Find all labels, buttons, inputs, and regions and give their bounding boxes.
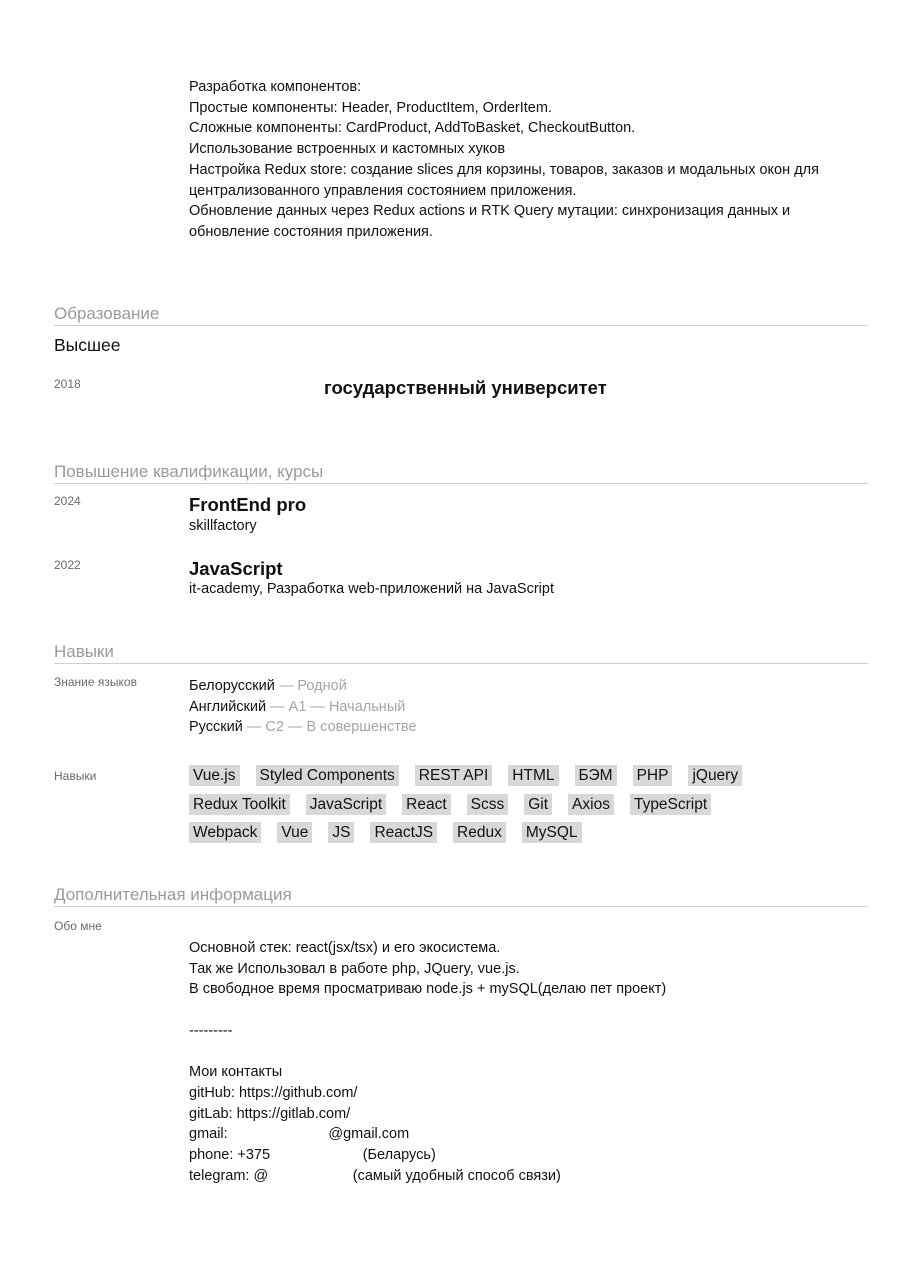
additional-section-title: Дополнительная информация <box>54 885 868 907</box>
experience-line: Использование встроенных и кастомных хуков <box>189 141 506 158</box>
skill-tag: Axios <box>568 794 614 815</box>
course-title: FrontEnd pro <box>189 494 307 515</box>
skill-tag: Redux Toolkit <box>189 794 290 815</box>
skill-tag: Redux <box>453 822 506 843</box>
languages-label: Знание языков <box>54 675 137 689</box>
course-provider: it-academy, Разработка web-приложений на JavaScript <box>189 581 554 597</box>
courses-section-title: Повышение квалификации, курсы <box>54 462 868 484</box>
skill-tag: JavaScript <box>306 794 386 815</box>
skill-tag: React <box>402 794 451 815</box>
education-year: 2018 <box>54 377 81 391</box>
skill-tag: Git <box>524 794 552 815</box>
course-title: JavaScript <box>189 558 283 579</box>
skill-tag: TypeScript <box>630 794 711 815</box>
about-text <box>189 938 666 1186</box>
about-line: В свободное время просматриваю node.js + mySQL(делаю пет проект) <box>189 981 667 998</box>
skill-tag: Styled Components <box>256 765 399 786</box>
experience-line: Простые компоненты: Header, ProductItem, OrderItem. <box>189 99 552 116</box>
skill-tag: Webpack <box>189 822 261 843</box>
experience-line: Настройка Redux store: создание slices для корзины, товаров, заказов и модальных окон для <box>189 161 819 178</box>
skill-tag: HTML <box>508 765 558 786</box>
skill-tag: Vue.js <box>189 765 240 786</box>
skill-tag: MySQL <box>522 822 582 843</box>
skill-tag: JS <box>328 822 354 843</box>
about-line: telegram: @ (самый удобный способ связи) <box>189 1167 561 1184</box>
languages-list <box>189 676 417 738</box>
skill-tag: БЭМ <box>575 765 617 786</box>
course-provider: skillfactory <box>189 518 257 534</box>
about-line: --------- <box>189 1022 233 1039</box>
about-line: Мои контакты <box>189 1064 283 1081</box>
experience-line: централизованного управления состоянием приложения. <box>189 182 577 199</box>
skill-tag: ReactJS <box>370 822 437 843</box>
skill-tag: PHP <box>633 765 673 786</box>
experience-line: Обновление данных через Redux actions и RTK Query мутации: синхронизация данных и <box>189 203 791 220</box>
skill-tag: Vue <box>277 822 312 843</box>
about-line: phone: +375 (Беларусь) <box>189 1147 436 1163</box>
education-level: Высшее <box>54 335 121 355</box>
skill-tag: Scss <box>467 794 509 815</box>
skill-tag-row <box>189 822 809 851</box>
about-line: Так же Использовал в работе php, JQuery, vue.js. <box>189 960 520 977</box>
experience-line: Сложные компоненты: CardProduct, AddToBasket, CheckoutButton. <box>189 120 636 137</box>
education-institution: государственный университет <box>324 377 607 398</box>
course-year: 2022 <box>54 558 81 572</box>
about-line: gitHub: https://github.com/ <box>189 1084 358 1101</box>
language-item: Белорусский — Родной <box>189 678 347 694</box>
experience-line: обновление состояния приложения. <box>189 223 433 240</box>
course-year: 2024 <box>54 494 81 508</box>
experience-details <box>189 77 819 243</box>
skill-tag: REST API <box>415 765 493 786</box>
skill-tags <box>189 765 809 851</box>
about-line: Основной стек: react(jsx/tsx) и его экосистема. <box>189 940 501 956</box>
about-line <box>189 1000 666 1021</box>
about-line: gmail: @gmail.com <box>189 1126 410 1143</box>
skill-tag-row <box>189 765 809 794</box>
language-item: Английский — A1 — Начальный <box>189 698 406 715</box>
about-line <box>189 1042 666 1063</box>
about-label: Обо мне <box>54 919 102 933</box>
experience-line: Разработка компонентов: <box>189 79 362 95</box>
language-item: Русский — C2 — В совершенстве <box>189 719 417 736</box>
skill-tag: jQuery <box>688 765 742 786</box>
skills-section-title: Навыки <box>54 642 868 664</box>
skill-tag-row <box>189 794 809 823</box>
about-line: gitLab: https://gitlab.com/ <box>189 1105 351 1122</box>
skills-label: Навыки <box>54 769 97 783</box>
education-section-title: Образование <box>54 304 868 326</box>
